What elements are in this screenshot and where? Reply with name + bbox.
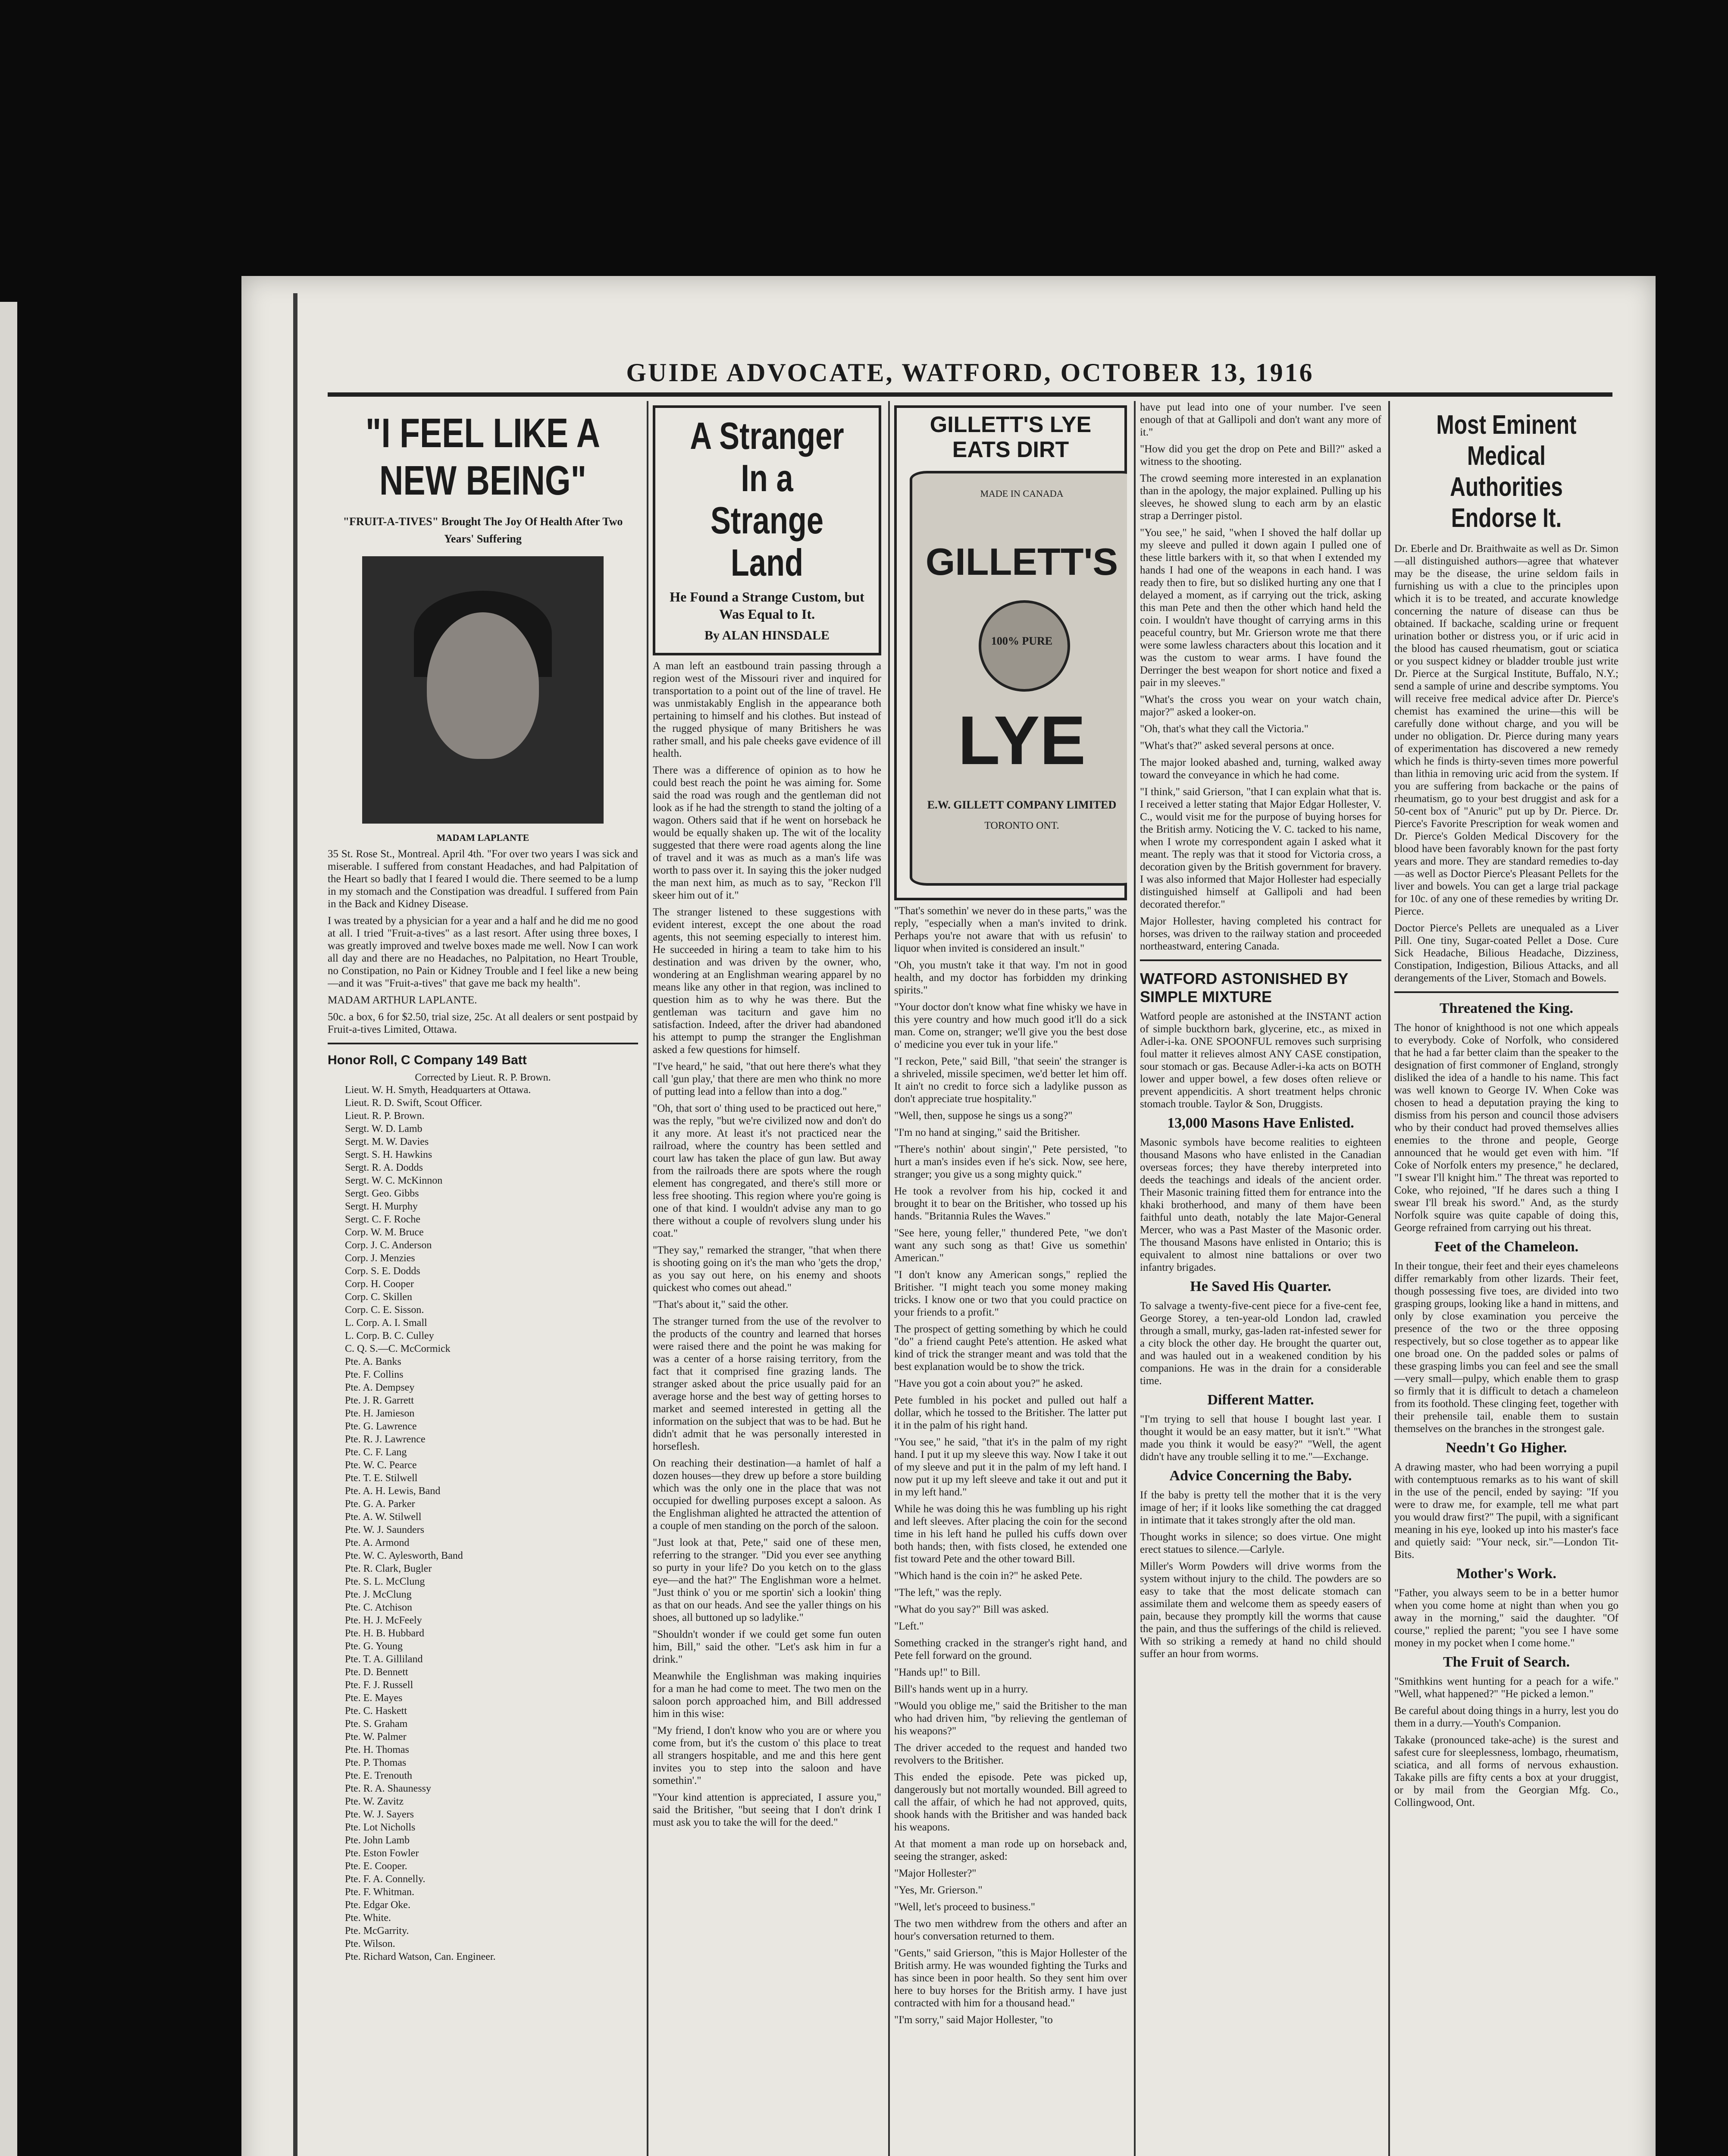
honor-roll-entry: Pte. P. Thomas (345, 1757, 407, 1768)
honor-roll-entry: Lieut. W. H. Smyth, Headquarters at Ottawa. (345, 1084, 531, 1096)
story-para: "I don't know any American songs," replied the Britisher. "I might teach you some money making tricks. I know one or two that you could practice on your friends to a profit." (894, 1269, 1127, 1318)
honor-roll-entry: Pte. Wilson. (345, 1938, 395, 1949)
fruitatives-signature: MADAM ARTHUR LAPLANTE. (328, 994, 477, 1006)
story-para: "Would you oblige me," said the Britisher to the man who had driven him, "by relieving the gentleman of his weapons?" (894, 1700, 1127, 1737)
story-para: "The left," was the reply. (894, 1587, 1002, 1598)
stranger-para: "My friend, I don't know who you are or where you come from, but it's the custom o' this place to treat all strangers hospitable, and me and this here gent invites you to step into the saloon and have somethin'." (653, 1725, 881, 1786)
honor-roll-entry: Pte. R. J. Lawrence (345, 1434, 426, 1445)
honor-roll-entry: Sergt. S. H. Hawkins (345, 1149, 432, 1160)
story-para: "Well, then, suppose he sings us a song?" (894, 1110, 1073, 1122)
honor-roll-entry: Pte. Richard Watson, Can. Engineer. (345, 1951, 496, 1962)
honor-roll-entry: Lieut. R. P. Brown. (345, 1110, 425, 1122)
honor-roll-entry: Sergt. W. C. McKinnon (345, 1175, 443, 1186)
lye-can (901, 471, 1127, 885)
honor-roll-entry: Pte. E. Cooper. (345, 1861, 407, 1872)
king-head: Threatened the King. (1439, 1000, 1574, 1016)
honor-roll-entry: Pte. H. Thomas (345, 1744, 409, 1755)
quarter-head: He Saved His Quarter. (1190, 1279, 1331, 1294)
honor-roll-entry: Pte. C. F. Lang (345, 1447, 407, 1458)
honor-roll-entry: Pte. S. L. McClung (345, 1576, 425, 1587)
story-para: "Hands up!" to Bill. (894, 1667, 980, 1678)
baby-body: If the baby is pretty tell the mother that it is the very image of her; if it looks like something the cat dragged in intimate that it takes strongly after the old man. (1140, 1489, 1381, 1526)
honor-roll-entry: Pte. A. Banks (345, 1356, 401, 1367)
stranger-deck: He Found a Strange Custom, but Was Equal to It. (670, 589, 864, 622)
story-para: "That's somethin' we never do in these parts," was the reply, "especially when a man's invited to drink. Perhaps you're not aware that with us refusin' to liquor when invited is considered an insult." (894, 905, 1127, 954)
story-para: "Yes, Mr. Grierson." (894, 1884, 983, 1896)
honor-roll-entry: Pte. S. Graham (345, 1718, 408, 1730)
honor-roll-entry: Pte. W. C. Aylesworth, Band (345, 1550, 463, 1561)
story-para: "Your doctor don't know what fine whisky we have in this yere country and how much good it'll do a sick man. Come on, stranger; we'll give you the best dose o' medicine you ever tuk in your life." (894, 1001, 1127, 1050)
masthead-rule (328, 392, 1612, 397)
stranger-para: The stranger listened to these suggestions with evident interest, except the one about the road agents, this not seeming especially to interest him. He succeeded in hiring a team to take him to his destination and was driven by the owner, who, wondering at an Englishman wearing apparel by no means like any other in that region, was inclined to question him as to why he was there. But the gentleman was taciturn and gave him no satisfaction. Indeed, after the driver had abandoned his attempt to pump the stranger the Englishman asked a few questions for himself. (653, 906, 881, 1056)
honor-roll-entry: Pte. H. B. Hubbard (345, 1628, 424, 1639)
story-para: "Gents," said Grierson, "this is Major Hollester of the British army. He was wounded fighting the Turks and has since been in poor health. So they sent him over here to buy horses for the British army. I have just contracted with him for a thousand head." (894, 1947, 1127, 2009)
stranger-para: "Oh, that sort o' thing used to be practiced out here," was the reply, "but we're civilized now and don't do it any more. At least it's not practiced near the railroad, where the country has been settled and court law has taken the place of gun law. But away from the railroads there are spots where the rough element has congregated, and there's still more or less free shooting. This region where you're going is one of that kind. I wouldn't advise any man to go there without a couple of revolvers slung under his coat." (653, 1103, 881, 1239)
honor-roll-entry: Pte. McGarrity. (345, 1925, 409, 1937)
fruitatives-para: I was treated by a physician for a year and a half and he did me no good at all. I tried "Fruit-a-tives" as a last resort. After using three boxes, I was greatly improved and twelve boxes made me well. Now I can work all day and there are no Headaches, no Palpitation, no Heart Trouble, no Constipation, no Pain or Kidney Trouble and I feel like a new being—and it was "Fruit-a-tives" that gave me back my health". (328, 915, 638, 989)
stranger-headline: A Stranger In a Strange Land (690, 414, 844, 584)
hollester-para: "I think," said Grierson, "that I can explain what that is. I received a letter stating that Major Edgar Hollester, V. C., would visit me for the purpose of buying horses for the British army. Noticing the V. C. tacked to his name, when I wrote my correspondent again I asked what it meant. The reply was that it stood for Victoria cross, a decoration given by the British government for bravery. I was also informed that Major Hollester had especially distinguished himself at Gallipoli and had been decorated therefor." (1140, 786, 1381, 910)
honor-roll-entry: Pte. C. Atchison (345, 1602, 413, 1613)
honor-roll-title: Honor Roll, C Company 149 Batt (328, 1053, 527, 1067)
chameleon-body: In their tongue, their feet and their eyes chameleons differ remarkably from other lizards. Their feet, though possessing five toes, are divided into two grasping groups, looking like a hand in mittens, and only by close examination you perceive the presence of the two or the three opposing respectively, but so close together as to appear like one broad one. On the padded soles or palms of these grasping limbs you can feel and see the small—very small—pulpy, which enable them to grasp so firmly that it is difficult to detach a chameleon from its foothold. These clinging feet, together with their prehensile tail, enable them to sustain themselves on the branches in the strongest gale. (1394, 1260, 1618, 1435)
honor-roll-entry: Pte. T. A. Gilliland (345, 1654, 423, 1665)
honor-roll-entry: Pte. T. E. Stilwell (345, 1473, 418, 1484)
story-para: "I'm no hand at singing," said the Britisher. (894, 1127, 1080, 1138)
chameleon-head: Feet of the Chameleon. (1434, 1239, 1579, 1255)
fruitatives-para: 35 St. Rose St., Montreal. April 4th. "For over two years I was sick and miserable. I suffered from constant Headaches, and had Palpitation of the Heart so badly that I feared I would die. There seemed to be a lump in my stomach and the Constipation was dreadful. I suffered from Pain in the Back and Kidney Disease. (328, 848, 638, 910)
honor-roll-entry: Sergt. M. W. Davies (345, 1136, 429, 1147)
pierce-headline: Most Eminent Medical Authorities Endorse It. (1436, 410, 1577, 533)
higher-head: Needn't Go Higher. (1446, 1440, 1567, 1456)
mother-head: Mother's Work. (1456, 1566, 1556, 1582)
story-para: While he was doing this he was fumbling up his right and left sleeves. After placing the coin for the second time in his left hand he pulled his cuffs down over both hands; then, with fists closed, he extended one fist toward Pete and the other toward Bill. (894, 1503, 1127, 1565)
honor-roll-entry: Pte. A. Armond (345, 1537, 410, 1548)
can-badge: 100% PURE (991, 635, 1053, 647)
worm-powders-ad: Miller's Worm Powders will drive worms from the system without injury to the child. The powders are so easy to take that the most delicate stomach can assimilate them and welcome them as speedy easers of pain, because they promptly kill the worms that cause the pain, and thus the sufferings of the child is relieved. With so striking a remedy at hand no child should suffer an hour from worms. (1140, 1561, 1381, 1660)
story-para: The prospect of getting something by which he could "do" a friend caught Pete's attention. He asked what kind of trick the stranger meant and was told that the best explanation would be to show the trick. (894, 1323, 1127, 1373)
hollester-para: "What's that?" asked several persons at once. (1140, 740, 1334, 752)
story-para: "I'm sorry," said Major Hollester, "to (894, 2014, 1053, 2026)
stranger-byline: By ALAN HINSDALE (704, 628, 830, 642)
honor-roll-entry: Pte. F. Collins (345, 1369, 404, 1380)
quarter-body: To salvage a twenty-five-cent piece for a five-cent fee, George Storey, a ten-year-old London lad, crawled through a small, murky, gas-laden rat-infested sewer for a city block the other day. He brought the quarter out, and was hauled out in a weakened condition by his companions. He was in the drain for a considerable time. (1140, 1300, 1381, 1387)
honor-roll-entry: Pte. Eston Fowler (345, 1848, 419, 1859)
gilletts-headline: GILLETT'S LYE EATS DIRT (930, 412, 1092, 462)
honor-roll-entry: C. Q. S.—C. McCormick (345, 1343, 451, 1354)
honor-roll-entry: Pte. H. Jamieson (345, 1408, 415, 1419)
honor-roll-entry: Pte. C. Haskett (345, 1705, 407, 1717)
stranger-para: There was a difference of opinion as to how he could best reach the point he was aiming for. Some said the road was rough and the gentleman did not look as if he had the strength to stand the jolting of a wagon. Others said that if he went on horseback he would be equally shaken up. The wit of the locality suggested that there were road agents along the line of travel and it was as much as a man's life was worth to pass over it. In saying this the joker nudged the man next him, as much as to say, "Reckon I'll skeer him out of it." (653, 765, 881, 901)
hollester-para: have put lead into one of your number. I've seen enough of that at Gallipoli and don't want any more of it." (1140, 401, 1381, 438)
portrait-photo (362, 556, 604, 824)
photo-caption: MADAM LAPLANTE (436, 832, 529, 843)
honor-roll-entry: Pte. W. J. Saunders (345, 1524, 425, 1536)
honor-roll-entry: Pte. Edgar Oke. (345, 1899, 410, 1911)
honor-roll-entry: Pte. G. Lawrence (345, 1421, 417, 1432)
honor-roll-entry: Pte. F. J. Russell (345, 1680, 413, 1691)
stranger-para: "Shouldn't wonder if we could get some fun outen him, Bill," said the other. "Let's ask him in fur a drink." (653, 1629, 881, 1665)
honor-roll-entry: Pte. W. Palmer (345, 1731, 407, 1742)
hollester-story (1140, 401, 1381, 953)
honor-roll-entry: Corp. C. E. Sisson. (345, 1304, 424, 1316)
column-pierce (1388, 401, 1618, 2156)
fruit-body: "Smithkins went hunting for a peach for a wife." "Well, what happened?" "He picked a lemon." (1394, 1676, 1618, 1700)
honor-roll-entry: Sergt. H. Murphy (345, 1201, 418, 1212)
stranger-para: Meanwhile the Englishman was making inquiries for a man he had come to meet. The two men on the saloon porch approached him, and Bill addressed him in this wise: (653, 1670, 881, 1720)
honor-roll-entry: Corp. J. C. Anderson (345, 1240, 432, 1251)
honor-roll-entry: Sergt. W. D. Lamb (345, 1123, 423, 1134)
honor-roll-entry: Pte. W. Zavitz (345, 1796, 404, 1807)
honor-roll-entry: Pte. E. Trenouth (345, 1770, 413, 1781)
can-brand: GILLETT'S (925, 540, 1118, 583)
story-para: "Oh, you mustn't take it that way. I'm not in good health, and my doctor has forbidden my drinking spirits." (894, 959, 1127, 996)
honor-roll-entry: Corp. H. Cooper (345, 1279, 414, 1290)
story-para: The driver acceded to the request and handed two revolvers to the Britisher. (894, 1742, 1127, 1766)
honor-roll-entry: Pte. A. W. Stilwell (345, 1511, 422, 1523)
story-para: This ended the episode. Pete was picked up, dangerously but not mortally wounded. Bill agreed to call the affair, of which he had not approved, quits, shook hands with the Britisher and was handed back his weapons. (894, 1771, 1127, 1833)
honor-roll-entry: Sergt. R. A. Dodds (345, 1162, 423, 1173)
pierce-para: Doctor Pierce's Pellets are unequaled as a Liver Pill. One tiny, Sugar-coated Pellet a Dose. Cure Sick Headache, Bilious Headache, Dizziness, Constipation, Indigestion, Bilious Attacks, and all derangements of the Liver, Stomach and Bowels. (1394, 922, 1618, 984)
honor-roll-entry: Pte. D. Bennett (345, 1667, 408, 1678)
can-top-label: MADE IN CANADA (980, 488, 1064, 499)
story-para: Bill's hands went up in a hurry. (894, 1683, 1028, 1695)
story-para: At that moment a man rode up on horseback and, seeing the stranger, asked: (894, 1838, 1127, 1862)
story-para: "Left." (894, 1620, 924, 1632)
column-major-hollester (1134, 401, 1381, 2156)
story-para: "You see," he said, "that it's in the palm of my right hand. I put it up my sleeve this way. Now I take it out of my sleeve and put it in the palm of my left hand. I now put it up my left sleeve and take it out and put it in my left hand." (894, 1436, 1127, 1498)
fruitatives-headline: "I FEEL LIKE A NEW BEING" (365, 410, 601, 504)
stranger-para: "I've heard," he said, "that out here there's what they call 'gun play,' that there are men who think no more of putting lead into a fellow than into a dog." (653, 1061, 881, 1097)
story-para: "Well, let's proceed to business." (894, 1901, 1036, 1913)
stranger-body (653, 660, 881, 1829)
fruitatives-deck: "FRUIT-A-TIVES" Brought The Joy Of Health After Two Years' Suffering (343, 515, 623, 545)
stranger-title-box (653, 405, 881, 655)
column-stranger-story (647, 401, 881, 2156)
honor-roll-entry: Pte. R. Clark, Bugler (345, 1563, 432, 1574)
hollester-para: The crowd seeming more interested in an explanation than in the apology, the major explained. Pulling up his sleeves, he showed slung to each arm by an elastic strap a Derringer pistol. (1140, 473, 1381, 522)
honor-roll-entry: Pte. A. H. Lewis, Band (345, 1485, 441, 1497)
honor-roll-entry: Pte. H. J. McFeely (345, 1615, 422, 1626)
king-body: The honor of knighthood is not one which appeals to everybody. Coke of Norfolk, who considered that he had a far better claim than the speaker to the designation of first commoner of England, strongly disliked the idea of a handle to his name. This fact was well known to George IV. When Coke was chosen to head a deputation praying the king to dismiss from his person and council those advisers who by their conduct had proved themselves allies enemies to the throne and people, George announced that he would get even with him. "If Coke of Norfolk enters my presence," he declared, "I swear I'll knight him." The threat was reported to Coke, who rejoined, "If he dares such a thing I swear I'll break his sword." And, as the sturdy Norfolk squire was quite capable of doing this, George refrained from carrying out his threat. (1394, 1022, 1618, 1234)
honor-roll-entry: Corp. J. Menzies (345, 1253, 415, 1264)
honor-roll-entry: Pte. J. McClung (345, 1589, 412, 1600)
story-para: Pete fumbled in his pocket and pulled out half a dollar, which he tossed to the Britisher. The latter put it in the palm of his right hand. (894, 1395, 1127, 1431)
honor-roll-entry: Pte. White. (345, 1912, 391, 1924)
honor-roll-entry: Sergt. C. F. Roche (345, 1214, 420, 1225)
matter-head: Different Matter. (1207, 1392, 1314, 1408)
can-city: TORONTO ONT. (984, 820, 1059, 831)
stranger-para: "They say," remarked the stranger, "that when there is shooting going on it's the man who 'gets the drop,' as you say out here, on his enemy and shoots quickest who comes out ahead." (653, 1244, 881, 1294)
story-para: "Which hand is the coin in?" he asked Pete. (894, 1570, 1083, 1582)
honor-roll-entry: Pte. G. A. Parker (345, 1498, 415, 1510)
stranger-para: The stranger turned from the use of the revolver to the products of the country and learned that horses were raised there and the point he was making for was a center of a horse raising territory, from the fact that it comprised fine grazing lands. The stranger asked about the price usually paid for an average horse and the best way of getting horses to market and seemed interested in getting all the information on the subject that was to be had. But he didn't admit that he was personally interested in horseflesh. (653, 1316, 881, 1452)
mother-body: "Father, you always seem to be in a better humor when you come home at night than when you go away in the morning," said the daughter. "Of course," replied the parent; "you see I have some money in my pocket when I come home." (1394, 1587, 1618, 1649)
honor-roll-entry: Sergt. Geo. Gibbs (345, 1188, 419, 1199)
fruitatives-price: 50c. a box, 6 for $2.50, trial size, 25c. At all dealers or sent postpaid by Fruit-a-tives Limited, Ottawa. (328, 1011, 638, 1035)
honor-roll-entry: Pte. A. Dempsey (345, 1382, 415, 1393)
matter-body: "I'm trying to sell that house I bought last year. I thought it would be an easy matter, but it isn't." "What made you think it would be easy?" "Well, the agent didn't have any trouble selling it to me."—Exchange. (1140, 1413, 1381, 1463)
story-para: Something cracked in the stranger's right hand, and Pete fell forward on the ground. (894, 1637, 1127, 1661)
can-maker: E.W. GILLETT COMPANY LIMITED (927, 799, 1117, 811)
thought-item: Thought works in silence; so does virtue. One might erect statues to silence.—Carlyle. (1140, 1531, 1381, 1555)
can-lye-word: LYE (958, 702, 1086, 779)
higher-body: A drawing master, who had been worrying a pupil with contemptuous remarks as to his want of skill in the use of the pencil, ended by saying: "If you were to draw me, for example, tell me what part you would draw first?" The pupil, with a significant meaning in his eye, looked up into his master's face and quietly said: "Your neck, sir."—London Tit-Bits. (1394, 1461, 1618, 1561)
story-para: "Major Hollester?" (894, 1868, 977, 1879)
pierce-para: Dr. Eberle and Dr. Braithwaite as well as Dr. Simon—all distinguished authors—agree that whatever may be the disease, the urine seldom fails in furnishing us with a clue to the principles upon which it is to be treated, and accurate knowledge concerning the nature of disease can thus be obtained. If backache, scalding urine or frequent urination bother or distress you, or if uric acid in the blood has caused rheumatism, gout or sciatica or you suspect kidney or bladder trouble just write Dr. Pierce at the Surgical Institute, Buffalo, N.Y.; send a sample of urine and describe symptoms. You will receive free medical advice after Dr. Pierce's chemist has examined the urine—this will be carefully done without charge, and you will be under no obligation. Dr. Pierce during many years of experimentation has discovered a new remedy which he finds is thirty-seven times more powerful than lithia in removing uric acid from the system. If you are suffering from backache or the pains of rheumatism, go to your best druggist and ask for a 50-cent box of "Anuric" put up by Dr. Pierce. Dr. Pierce's Favorite Prescription for weak women and Dr. Pierce's Golden Medical Discovery for the blood have been favorably known for the past forty years and more. They are standard remedies to-day—as well as Doctor Pierce's Pleasant Pellets for the liver and bowels. You can get a large trial package for 10c. of any one of these remedies by writing Dr. Pierce. (1394, 543, 1618, 917)
masons-body: Masonic symbols have become realities to eighteen thousand Masons who have enlisted in the Canadian overseas forces; they have thereby interpreted into deeds the teachings and ideals of the ancient order. Their Masonic training fitted them for entrance into the khaki brotherhood, and many of them have been faithful unto death, notably the late Major-General Mercer, who was a Past Master of the Masonic order. The thousand Masons have enlisted in Ontario; this is equivalent to almost nine battalions or over two infantry brigades. (1140, 1137, 1381, 1273)
hollester-para: "You see," he said, "when I shoved the half dollar up my sleeve and pulled it down again I pulled one of these little barkers with it, so that when I extended my hands I had one of the weapons in each hand. I was ready then to fire, but so disliked hurting any one that I delayed a moment, as if carrying out the trick, asking this man Pete and then the other which hand held the coin. I wouldn't have thought of carrying arms in this peaceful country, but Mr. Grierson wrote me that there were some lawless characters about this location and it was the custom to wear arms. I have found the Derringer the best weapon for short notice and fixed a pair in my sleeves." (1140, 527, 1381, 689)
story-para: He took a revolver from his hip, cocked it and brought it to bear on the Britisher, who tossed up his hands. "Britannia Rules the Waves." (894, 1185, 1127, 1222)
column-fruitatives (328, 401, 638, 1962)
hollester-para: Major Hollester, having completed his contract for horses, was driven to the railway station and proceeded northeastward, entering Canada. (1140, 915, 1381, 952)
adlerika-ad: Watford people are astonished at the INSTANT action of simple buckthorn bark, glycerine, etc., as mixed in Adler-i-ka. ONE SPOONFUL removes such surprising foul matter it relieves almost ANY CASE constipation, sour stomach or gas. Because Adler-i-ka acts on BOTH lower and upper bowel, a few doses often relieve or prevent appendicitis. A short treatment helps chronic stomach trouble. Taylor & Son, Druggists. (1140, 1011, 1381, 1110)
gilletts-story-continuation (894, 905, 1127, 2026)
story-para: "See here, young feller," thundered Pete, "we don't want any such song as that! Give us somethin' American." (894, 1227, 1127, 1264)
stranger-para: "Just look at that, Pete," said one of these men, referring to the stranger. "Did you ever see anything so purty in your life? Do you ketch on to the glass eye—and the hat?" The Englishman wore a helmet. "Just think o' you or me sportin' sich a lookin' thing as that on our heads. And see the yaller things on his shoes, all buttoned up so ladylike." (653, 1537, 881, 1623)
baby-head: Advice Concerning the Baby. (1169, 1468, 1352, 1484)
takeke-ad: Takake (pronounced take-ache) is the surest and safest cure for sleeplessness, lombago, rheumatism, sciatica, and all forms of nervous exhaustion. Takake pills are fifty cents a box at your druggist, or by mail from the Georgian Mfg. Co., Collingwood, Ont. (1394, 1734, 1618, 1808)
honor-roll-entry: Pte. John Lamb (345, 1835, 410, 1846)
masthead: GUIDE ADVOCATE, WATFORD, OCTOBER 13, 1916 (626, 358, 1314, 387)
story-para: "I reckon, Pete," said Bill, "that seein' the stranger is a shriveled, missile specimen, we'd better let him off. It ain't no credit to force sich a ladylike pusson as don't appreciate true hospitality." (894, 1056, 1127, 1105)
story-para: "What do you say?" Bill was asked. (894, 1604, 1049, 1615)
adjacent-page-edge (0, 302, 17, 2156)
honor-roll-entry: Pte. F. Whitman. (345, 1887, 414, 1898)
stranger-para: "Your kind attention is appreciated, I assure you," said the Britisher, "but seeing that I don't drink I must ask you to take the will for the deed." (653, 1792, 881, 1828)
honor-roll-intro: Corrected by Lieut. R. P. Brown. (415, 1072, 551, 1083)
honor-roll-entry: Lieut. R. D. Swift, Scout Officer. (345, 1097, 482, 1109)
fruit-head: The Fruit of Search. (1443, 1654, 1570, 1670)
story-para: "Have you got a coin about you?" he asked. (894, 1378, 1083, 1389)
honor-roll-entry: Pte. G. Young (345, 1641, 403, 1652)
hollester-para: "Oh, that's what they call the Victoria." (1140, 723, 1309, 735)
honor-roll-entry: Pte. Lot Nicholls (345, 1822, 416, 1833)
stranger-para: A man left an eastbound train passing through a region west of the Missouri river and inquired for transportation to a point out of the line of travel. He was unmistakably English in the appearance both pertaining to himself and his clothes. But instead of the rugged physique of many Britishers he was rather small, and his pale cheeks gave evidence of ill health. (653, 660, 881, 759)
column-gilletts (888, 401, 1127, 2156)
adlerika-headline: WATFORD ASTONISHED BY SIMPLE MIXTURE (1140, 970, 1348, 1006)
honor-roll-entry: Pte. F. A. Connelly. (345, 1874, 426, 1885)
honor-roll-entry: Pte. W. C. Pearce (345, 1460, 417, 1471)
honor-roll-entry: L. Corp. B. C. Culley (345, 1330, 434, 1341)
honor-roll-entry: Pte. W. J. Sayers (345, 1809, 414, 1820)
hollester-para: "What's the cross you wear on your watch chain, major?" asked a looker-on. (1140, 694, 1381, 718)
honor-roll-entry: L. Corp. A. I. Small (345, 1317, 427, 1329)
honor-roll-entry: Pte. E. Mayes (345, 1692, 403, 1704)
honor-roll-entry: Corp. W. M. Bruce (345, 1227, 424, 1238)
honor-roll-entry: Pte. R. A. Shaunessy (345, 1783, 432, 1794)
story-para: The two men withdrew from the others and after an hour's conversation returned to them. (894, 1918, 1127, 1942)
gilletts-ad (894, 405, 1127, 900)
stranger-para: On reaching their destination—a hamlet of half a dozen houses—they drew up before a store building which was the only one in the place that was not occupied for dwelling purposes except a saloon. As the Englishman alighted he attracted the attention of a couple of men standing on the porch of the saloon. (653, 1457, 881, 1532)
stranger-para: "That's about it," said the other. (653, 1299, 789, 1310)
hollester-para: The major looked abashed and, turning, walked away toward the conveyance in which he had come. (1140, 757, 1381, 781)
honor-roll-entry: Corp. S. E. Dodds (345, 1266, 420, 1277)
story-para: "There's nothin' about singin'," Pete persisted, "to hurt a man's insides even if he's sick. Now, see here, stranger; you give us a song mighty quick." (894, 1144, 1127, 1180)
honor-roll-entry: Pte. J. R. Garrett (345, 1395, 414, 1406)
careful-item: Be careful about doing things in a hurry, lest you do them in a durry.—Youth's Companion. (1394, 1705, 1618, 1729)
honor-roll-entry: Corp. C. Skillen (345, 1291, 413, 1303)
honor-roll-list (328, 1084, 638, 1962)
hollester-para: "How did you get the drop on Pete and Bill?" asked a witness to the shooting. (1140, 443, 1381, 467)
masons-head: 13,000 Masons Have Enlisted. (1167, 1115, 1354, 1131)
